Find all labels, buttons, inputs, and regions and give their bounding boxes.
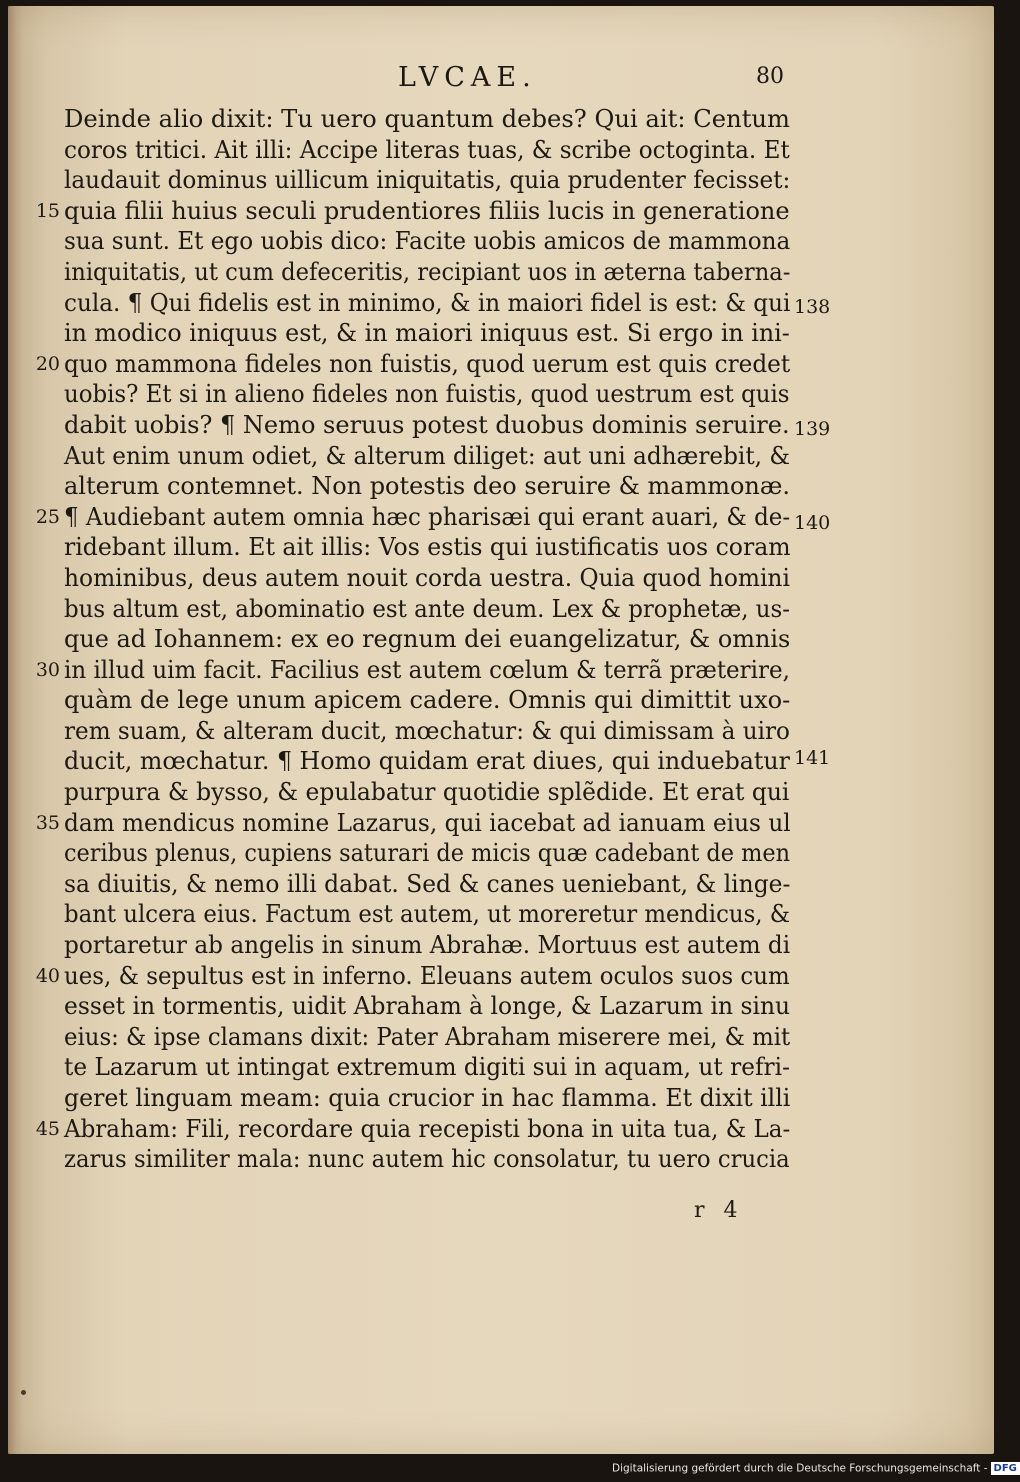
text-line: rem suam, & alteram ducit, mœchatur: & qui dimissam à uiro <box>64 715 790 745</box>
running-head-title: LVCAE. <box>398 62 537 93</box>
text-line: uobis? Et si in alieno fideles non fuistis, quod uestrum est quis <box>64 379 790 409</box>
line-number-margin-mark: 30 <box>35 658 60 681</box>
section-number-margin-mark: 141 <box>794 746 831 769</box>
text-line: coros tritici. Ait illi: Accipe literas tuas, & scribe octoginta. Et <box>64 134 790 164</box>
text-line: ceribus plenus, cupiens saturari de micis quæ cadebant de men <box>64 838 791 868</box>
text-line: Abraham: Fili, recordare quia recepisti bona in uita tua, & La- <box>64 1113 791 1143</box>
text-line: quàm de lege unum apicem cadere. Omnis qui dimittit uxo- <box>64 685 791 715</box>
section-number-margin-mark: 139 <box>794 418 831 440</box>
digitization-credit <box>612 1462 1017 1478</box>
page-binding-shadow <box>8 6 22 1454</box>
text-line: in modico iniquus est, & in maiori iniquus est. Si ergo in ini- <box>64 318 790 348</box>
text-line: bus altum est, abominatio est ante deum. Lex & prophetæ, us- <box>64 593 790 623</box>
text-line: quia filii huius seculi prudentiores filiis lucis in generatione <box>64 195 790 225</box>
text-line: iniquitatis, ut cum defeceritis, recipiant uos in æterna taberna- <box>64 256 791 286</box>
text-line: portaretur ab angelis in sinum Abrahæ. Mortuus est autem di <box>64 930 791 960</box>
paper-speck <box>21 1390 26 1395</box>
folio-number: 80 <box>756 64 784 89</box>
text-line: sua sunt. Et ego uobis dico: Facite uobis amicos de mammona <box>64 226 791 256</box>
running-head <box>398 62 788 102</box>
digitization-credit-text: Digitalisierung gefördert durch die Deutsche Forschungsgemeinschaft - <box>612 1462 988 1475</box>
text-line: ducit, mœchatur. ¶ Homo quidam erat diues, qui induebatur <box>64 746 791 776</box>
book-page <box>8 6 994 1454</box>
text-line: alterum contemnet. Non potestis deo seruire & mammonæ. <box>64 471 791 501</box>
text-line: dabit uobis? ¶ Nemo seruus potest duobus dominis seruire. <box>64 409 790 439</box>
section-number-margin-mark: 140 <box>794 511 831 534</box>
text-line: ues, & sepultus est in inferno. Eleuans autem oculos suos cum <box>64 960 790 990</box>
section-number-margin-mark: 138 <box>794 295 831 318</box>
line-number-margin-mark: 15 <box>35 199 60 222</box>
text-line: dam mendicus nomine Lazarus, qui iacebat ad ianuam eius ul <box>64 807 791 837</box>
line-number-margin-mark: 45 <box>35 1117 60 1140</box>
text-line: in illud uim facit. Facilius est autem cœlum & terrã præterire, <box>64 654 790 684</box>
text-line: que ad Iohannem: ex eo regnum dei euangelizatur, & omnis <box>64 624 791 654</box>
text-line: Aut enim unum odiet, & alterum diliget: aut uni adhærebit, & <box>64 440 790 470</box>
text-line: hominibus, deus autem nouit corda uestra. Quia quod homini <box>64 562 790 592</box>
text-line: te Lazarum ut intingat extremum digiti sui in aquam, ut refri- <box>64 1052 790 1082</box>
text-line: zarus similiter mala: nunc autem hic consolatur, tu uero crucia <box>64 1144 790 1174</box>
line-number-margin-mark: 25 <box>35 505 60 528</box>
signature-mark: r 4 <box>694 1198 744 1223</box>
text-line: laudauit dominus uillicum iniquitatis, quia prudenter fecisset: <box>64 165 791 195</box>
text-line: ridebant illum. Et ait illis: Vos estis qui iustificatis uos coram <box>64 532 791 562</box>
dfg-logo-badge: DFG <box>991 1462 1020 1475</box>
text-line: bant ulcera eius. Factum est autem, ut moreretur mendicus, & <box>64 899 791 929</box>
text-line: esset in tormentis, uidit Abraham à longe, & Lazarum in sinu <box>64 991 791 1021</box>
text-line: eius: & ipse clamans dixit: Pater Abraham miserere mei, & mit <box>64 1021 791 1051</box>
text-line: purpura & bysso, & epulabatur quotidie splẽdide. Et erat qui <box>64 777 790 807</box>
text-line: sa diuitis, & nemo illi dabat. Sed & canes ueniebant, & linge- <box>64 868 791 898</box>
text-line: quo mammona fideles non fuistis, quod uerum est quis credet <box>64 348 791 378</box>
text-line: ¶ Audiebant autem omnia hæc pharisæi qui erant auari, & de- <box>64 501 791 531</box>
text-line: geret linguam meam: quia crucior in hac flamma. Et dixit illi <box>64 1083 791 1112</box>
text-block <box>64 104 804 1175</box>
text-line: Deinde alio dixit: Tu uero quantum debes? Qui ait: Centum <box>64 104 791 133</box>
text-line: cula. ¶ Qui fidelis est in minimo, & in maiori fidel is est: & qui <box>64 287 791 317</box>
line-number-margin-mark: 40 <box>35 964 60 987</box>
line-number-margin-mark: 35 <box>35 811 60 834</box>
line-number-margin-mark: 20 <box>35 352 60 375</box>
